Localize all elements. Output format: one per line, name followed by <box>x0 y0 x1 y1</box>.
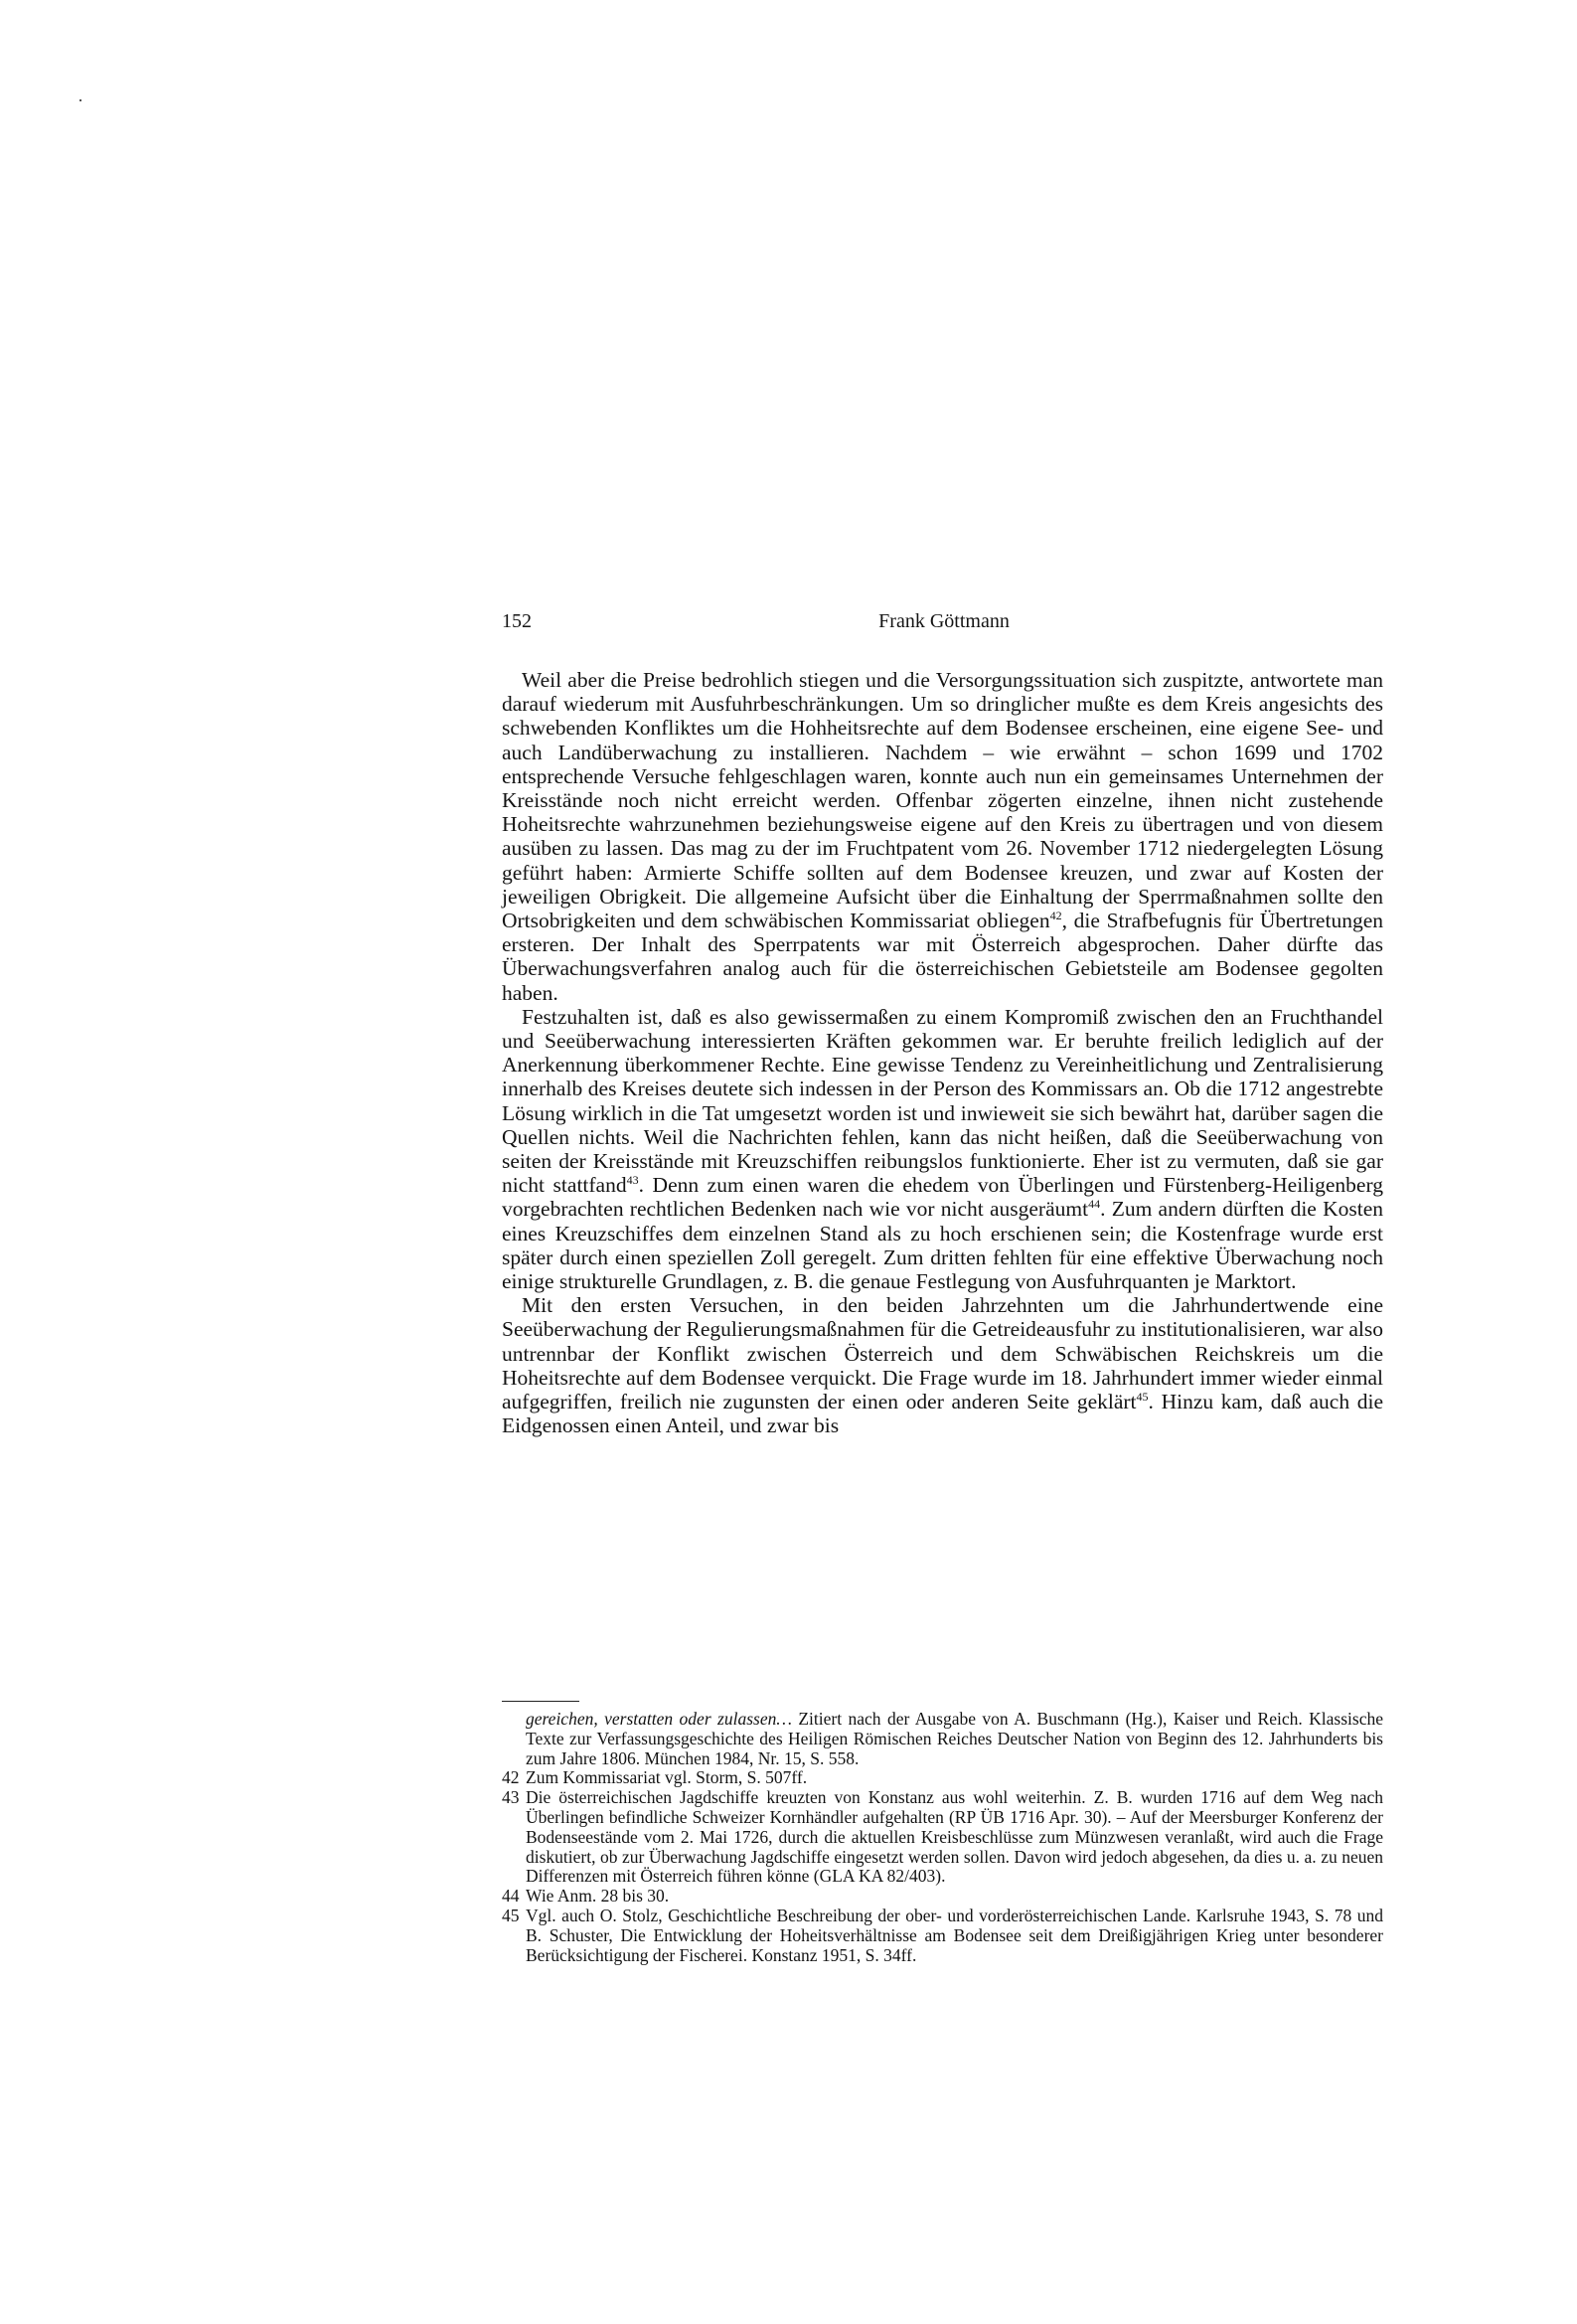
paragraph-3: Mit den ersten Versuchen, in den beiden Jahrzehnten um die Jahrhundertwende eine Seeüberwachung der Regulierungsmaßnahmen für die Getreideausfuhr zu institutionalisieren, war also untrennbar der Konflikt zwischen Österreich und dem Schwäbischen Reichskreis um die Hoheitsrechte auf dem Bodensee verquickt. Die Frage wurde im 18. Jahrhundert immer wieder einmal aufgegriffen, freilich nie zugunsten der einen oder anderen Seite geklärt$^{45}$. Hinzu kam, daß auch die Eidgenossen einen Anteil, und zwar bis <box>502 1293 1384 1438</box>
footnote-45: 45 Vgl. auch O. Stolz, Geschichtliche Beschreibung der ober- und vorderösterreichischen Lande. Karlsruhe 1943, S. 78 und B. Schuster, Die Entwicklung der Hoheitsverhältnisse am Bodensee seit dem Dreißigjährigen Krieg unter besonderer Berücksichtigung der Fischerei. Konstanz 1951, S. 34ff. <box>502 1905 1383 1965</box>
footnote-continuation: gereichen, verstatten oder zulassen… Zitiert nach der Ausgabe von A. Buschmann (Hg.), Kaiser und Reich. Klassische Texte zur Verfassungsgeschichte des Heiligen Römischen Reiches Deutscher Nation von Beginn des 12. Jahrhunderts bis zum Jahre 1806. München 1984, Nr. 15, S. 558. <box>526 1709 1383 1768</box>
footnote-ref-45: 45 <box>1136 1389 1149 1404</box>
footnote-44: 44 Wie Anm. 28 bis 30. <box>502 1886 670 1907</box>
running-head-author: Frank Göttmann <box>878 610 1010 632</box>
scan-speck <box>79 99 81 101</box>
body-text <box>502 668 1383 1438</box>
footnote-rule <box>502 1701 579 1702</box>
footnote-ref-42: 42 <box>1049 908 1062 922</box>
footnote-42: 42 Zum Kommissariat vgl. Storm, S. 507ff. <box>502 1767 808 1788</box>
page-number: 152 <box>502 610 532 632</box>
footnote-ref-43: 43 <box>626 1173 639 1188</box>
running-head <box>502 610 1386 640</box>
paragraph-1: Weil aber die Preise bedrohlich stiegen und die Versorgungssituation sich zuspitzte, antwortete man darauf wiederum mit Ausfuhrbeschränkungen. Um so dringlicher mußte es dem Kreis angesichts des schwebenden Konfliktes um die Hohheitsrechte auf dem Bodensee erscheinen, eine eigene See- und auch Landüberwachung zu installieren. Nachdem – wie erwähnt – schon 1699 und 1702 entsprechende Versuche fehlgeschlagen waren, konnte auch nun ein gemeinsames Unternehmen der Kreisstände noch nicht erreicht werden. Offenbar zögerten einzelne, ihnen nicht zustehende Hoheitsrechte wahrzunehmen beziehungsweise eigene auf den Kreis zu übertragen und von diesem ausüben zu lassen. Das mag zu der im Fruchtpatent vom 26. November 1712 niedergelegten Lösung geführt haben: Armierte Schiffe sollten auf dem Bodensee kreuzen, und zwar auf Kosten der jeweiligen Obrigkeit. Die allgemeine Aufsicht über die Einhaltung der Sperrmaßnahmen sollte den Ortsobrigkeiten und dem schwäbischen Kommissariat obliegen$^{42}$, die Strafbefugnis für Übertretungen ersteren. Der Inhalt des Sperrpatents war mit Österreich abgesprochen. Daher dürfte das Überwachungsverfahren analog auch für die österreichischen Gebietsteile am Bodensee gegolten haben. <box>502 668 1383 1005</box>
footnote-43: 43 Die österreichischen Jagdschiffe kreuzten von Konstanz aus wohl weiterhin. Z. B. wurden 1716 auf dem Weg nach Überlingen befindliche Schweizer Kornhändler aufgehalten (RP ÜB 1716 Apr. 30). – Auf der Meersburger Konferenz der Bodenseestände vom 2. Mai 1726, durch die aktuellen Kreisbeschlüsse zum Münzwesen veranlaßt, wird auch die Frage diskutiert, ob zur Überwachung Jagdschiffe eingesetzt werden sollen. Davon wird jedoch abgesehen, da dies u. a. zu neuen Differenzen mit Österreich führen könne (GLA KA 82/403). <box>502 1787 1383 1887</box>
footnote-ref-44: 44 <box>1088 1197 1101 1212</box>
paragraph-2: Festzuhalten ist, daß es also gewissermaßen zu einem Kompromiß zwischen den an Fruchthandel und Seeüberwachung interessierten Kräften gekommen war. Er beruhte freilich lediglich auf der Anerkennung überkommener Rechte. Eine gewisse Tendenz zu Vereinheitlichung und Zentralisierung innerhalb des Kreises deutete sich indessen in der Person des Kommissars an. Ob die 1712 angestrebte Lösung wirklich in die Tat umgesetzt worden ist und inwieweit sie sich bewährt hat, darüber sagen die Quellen nichts. Weil die Nachrichten fehlen, kann das nicht heißen, daß die Seeüberwachung von seiten der Kreisstände mit Kreuzschiffen reibungslos funktionierte. Eher ist zu vermuten, daß sie gar nicht stattfand$^{43}$. Denn zum einen waren die ehedem von Überlingen und Fürstenberg-Heiligenberg vorgebrachten rechtlichen Bedenken nach wie vor nicht ausgeräumt$^{44}$. Zum andern dürften die Kosten eines Kreuzschiffes dem einzelnen Stand als zu hoch erschienen sein; die Kostenfrage wurde erst später durch einen speziellen Zoll geregelt. Zum dritten fehlten für eine effektive Überwachung noch einige strukturelle Grundlagen, z. B. die genaue Festlegung von Ausfuhrquanten je Marktort. <box>502 1004 1383 1294</box>
footnotes <box>502 1710 1383 1965</box>
